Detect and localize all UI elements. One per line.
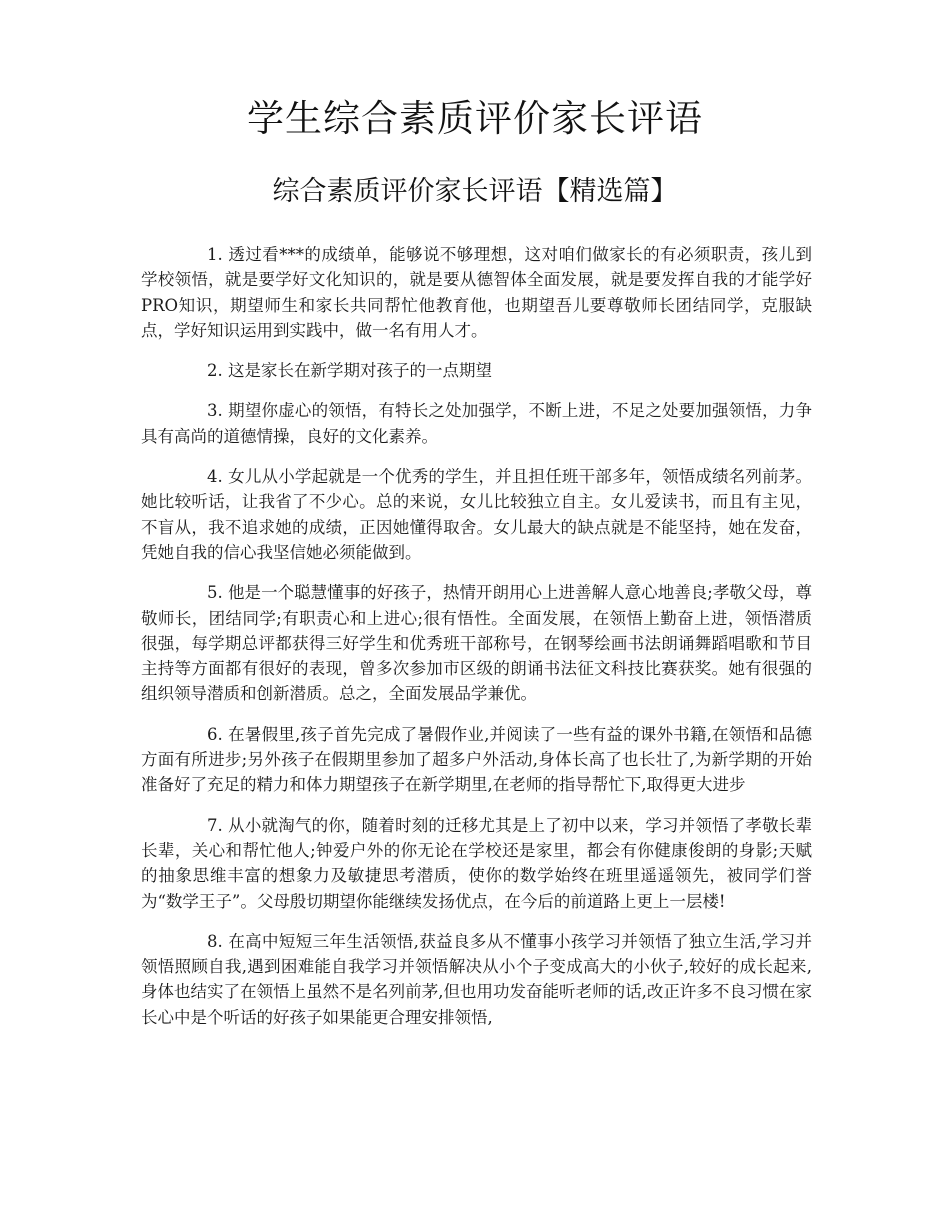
document-subtitle: 综合素质评价家长评语【精选篇】 <box>272 176 678 207</box>
document-body <box>141 242 812 1045</box>
paragraph-3: 3. 期望你虚心的领悟，有特长之处加强学，不断上进，不足之处要加强领悟，力争具有高尚的道德情操，良好的文化素养。 <box>141 401 812 446</box>
paragraph-1: 1. 透过看***的成绩单，能够说不够理想，这对咱们做家长的有必须职责，孩儿到学校领悟，就是要学好文化知识的，就是要从德智体全面发展，就是要发挥自我的才能学好PRO知识，期望师生和家长共同帮忙他教育他，也期望吾儿要尊敬师长团结同学，克服缺点，学好知识运用到实践中，做一名有用人才。 <box>141 245 812 340</box>
paragraph-8: 8. 在高中短短三年生活领悟,获益良多从不懂事小孩学习并领悟了独立生活,学习并领悟照顾自我,遇到困难能自我学习并领悟解决从小个子变成高大的小伙子,较好的成长起来,身体也结实了在领悟上虽然不是名列前茅,但也用功发奋能听老师的话,改正许多不良习惯在家长心中是个听话的好孩子如果能更合理安排领悟, <box>141 931 812 1027</box>
document-title: 学生综合素质评价家长评语 <box>247 97 703 140</box>
paragraph-5: 5. 他是一个聪慧懂事的好孩子，热情开朗用心上进善解人意心地善良;孝敬父母，尊敬师长，团结同学;有职责心和上进心;很有悟性。全面发展，在领悟上勤奋上进，领悟潜质很强，每学期总评都获得三好学生和优秀班干部称号，在钢琴绘画书法朗诵舞蹈唱歌和节目主持等方面都有很好的表现，曾多次参加市区级的朗诵书法征文科技比赛获奖。她有很强的组织领导潜质和创新潜质。总之，全面发展品学兼优。 <box>141 583 812 704</box>
paragraph-7: 7. 从小就淘气的你，随着时刻的迁移尤其是上了初中以来，学习并领悟了孝敬长辈长辈，关心和帮忙他人;钟爱户外的你无论在学校还是家里，都会有你健康俊朗的身影;天赋的抽象思维丰富的想象力及敏捷思考潜质，使你的数学始终在班里遥遥领先，被同学们誉为“数学王子”。父母殷切期望你能继续发扬优点，在今后的前道路上更上一层楼! <box>141 815 812 911</box>
paragraph-2: 2. 这是家长在新学期对孩子的一点期望 <box>207 361 492 381</box>
paragraph-6: 6. 在暑假里,孩子首先完成了暑假作业,并阅读了一些有益的课外书籍,在领悟和品德方面有所进步;另外孩子在假期里参加了超多户外活动,身体长高了也长壮了,为新学期的开始准备好了充足的精力和体力期望孩子在新学期里,在老师的指导帮忙下,取得更大进步 <box>141 724 812 795</box>
paragraph-4: 4. 女儿从小学起就是一个优秀的学生，并且担任班干部多年，领悟成绩名列前茅。她比较听话，让我省了不少心。总的来说，女儿比较独立自主。女儿爱读书，而且有主见，不盲从，我不追求她的成绩，正因她懂得取舍。女儿最大的缺点就是不能坚持，她在发奋，凭她自我的信心我坚信她必须能做到。 <box>141 467 812 562</box>
